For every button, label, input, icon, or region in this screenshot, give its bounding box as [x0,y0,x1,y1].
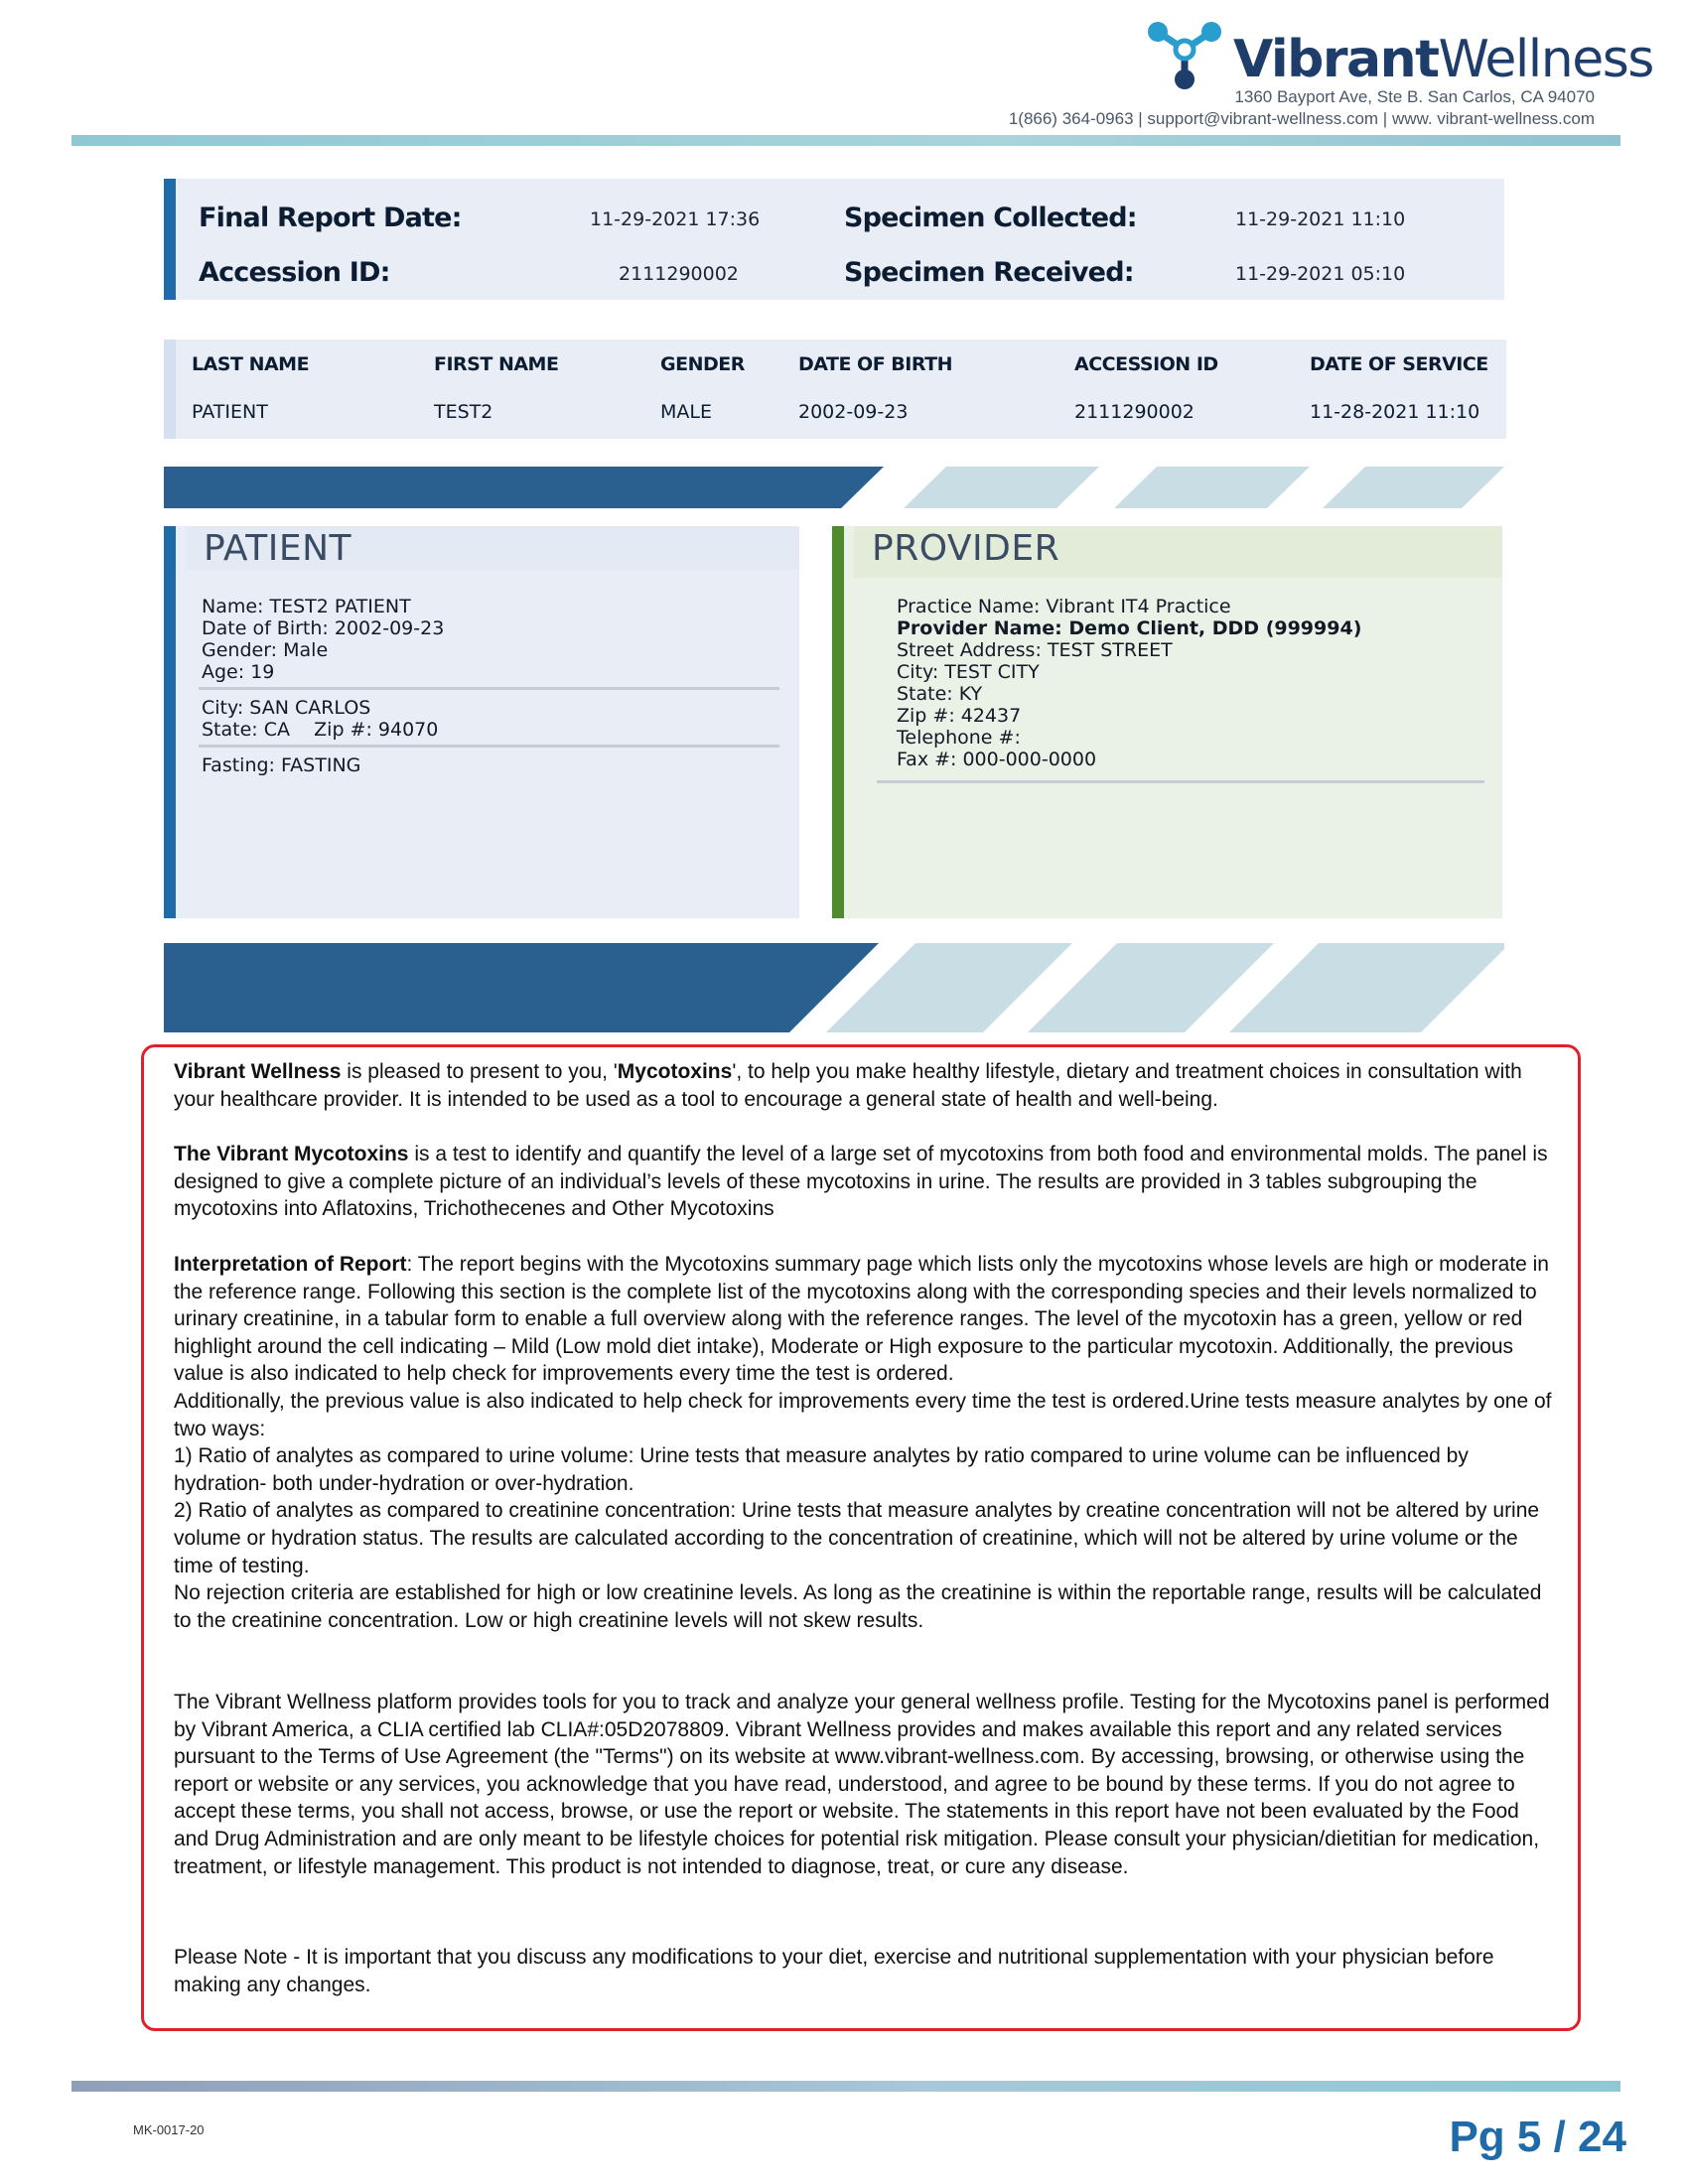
header-gender: GENDER [660,353,745,375]
urine-method-2: 2) Ratio of analytes as compared to creatinine concentration: Urine tests that measure analytes by creatine concentration will not be altered by urine volume or hydration status. The results are calculated according to the concentration of creatinine, which will not be altered by urine volume or the time of testing. [174,1499,1540,1577]
provider-telephone: Telephone #: [897,727,1021,749]
patient-dob: Date of Birth: 2002-09-23 [202,617,445,639]
value-date-of-birth: 2002-09-23 [798,401,909,423]
company-address: 1360 Bayport Ave, Ste B. San Carlos, CA 94070 [1234,87,1595,106]
provider-city: City: TEST CITY [897,661,1040,683]
interpretation-paragraph: Interpretation of Report: The report begins with the Mycotoxins summary page which lists only the mycotoxins whose levels are high or moderate in the reference range. Following this section is the complete list of the mycotoxins along with the corresponding species and their levels normalized to urinary creatinine, in a tabular form to enable a full overview along with the reference ranges. The level of the mycotoxin has a green, yellow or red highlight around the cell indicating – Mild (Low mold diet intake), Moderate or High exposure to the particular mycotoxin. Additionally, the previous value is also indicated to help check for improvements every time the test is ordered. [174,1253,1549,1386]
provider-panel-accent [832,526,844,918]
provider-street: Street Address: TEST STREET [897,639,1173,661]
header-date-of-service: DATE OF SERVICE [1310,353,1488,375]
section-banner-middle [164,943,1504,1032]
header-divider [71,135,1620,146]
terms-paragraph: The Vibrant Wellness platform provides tools for you to track and analyze your general wellness profile. Testing for the Mycotoxins panel is performed by Vibrant America, a CLIA certified lab CLIA#:05D2078809. Vibrant Wellness provides and makes available this report and any related services pursuant to the Terms of Use Agreement (the "Terms") on its website at www.vibrant-wellness.com. By accessing, browsing, or otherwise using the report or website or any services, you acknowledge that you have read, understood, and agree to be bound by these terms. If you do not agree to accept these terms, you shall not access, browse, or use the report or website. The statements in this report have not been evaluated by the Food and Drug Administration and are only meant to be lifestyle choices for potential risk mitigation. Please consult your physician/dietitian for medication, treatment, or lifestyle management. This product is not intended to diagnose, treat, or cure any disease. [174,1691,1550,1878]
specimen-received-value: 11-29-2021 05:10 [1235,263,1406,285]
patient-fasting: Fasting: FASTING [202,754,361,776]
patient-panel-title: PATIENT [204,528,352,569]
specimen-collected-value: 11-29-2021 11:10 [1235,208,1406,230]
patient-name: Name: TEST2 PATIENT [202,596,411,617]
value-accession-id: 2111290002 [1074,401,1195,423]
provider-practice: Practice Name: Vibrant IT4 Practice [897,596,1231,617]
provider-divider [877,780,1484,783]
footer-divider [71,2081,1620,2092]
page-number: Pg 5 / 24 [1449,2113,1626,2161]
patient-panel-accent [164,526,176,918]
value-last-name: PATIENT [192,401,268,423]
company-contact: 1(866) 364-0963 | support@vibrant-wellness.com | www. vibrant-wellness.com [1008,109,1595,128]
intro-paragraph: Vibrant Wellness is pleased to present to you, 'Mycotoxins', to help you make healthy lifestyle, dietary and treatment choices in consultation with your healthcare provider. It is intended to be used as a tool to encourage a general state of health and well-being. [174,1060,1522,1111]
patient-divider-2 [199,745,779,748]
provider-panel [832,526,1502,918]
patient-age: Age: 19 [202,661,275,683]
patient-gender: Gender: Male [202,639,329,661]
provider-name: Provider Name: Demo Client, DDD (999994) [897,617,1362,639]
specimen-received-label: Specimen Received: [844,257,1134,288]
report-info-box [164,179,1504,300]
final-report-date-label: Final Report Date: [199,203,462,233]
header-first-name: FIRST NAME [434,353,559,375]
section-banner-top [164,467,1504,508]
brand-logo [1142,20,1653,89]
header-date-of-birth: DATE OF BIRTH [798,353,952,375]
urine-tests-intro: Additionally, the previous value is also indicated to help check for improvements every time the test is ordered.Urine tests measure analytes by one of two ways: [174,1389,1552,1440]
demographics-accent [164,340,176,439]
please-note-paragraph: Please Note - It is important that you discuss any modifications to your diet, exercise and nutritional supplementation with your physician before making any changes. [174,1946,1494,1996]
report-info-accent [164,179,176,300]
header-last-name: LAST NAME [192,353,310,375]
form-code: MK-0017-20 [133,2122,205,2137]
header-accession-id: ACCESSION ID [1074,353,1218,375]
interpretation-section [174,1251,1559,1634]
final-report-date-value: 11-29-2021 17:36 [590,208,761,230]
specimen-collected-label: Specimen Collected: [844,203,1137,233]
creatinine-note: No rejection criteria are established for high or low creatinine levels. As long as the creatinine is within the reportable range, results will be calculated to the creatinine concentration. Low or high creatinine levels will not skew results. [174,1581,1542,1632]
patient-city: City: SAN CARLOS [202,697,371,719]
molecule-logo-icon [1142,20,1227,89]
patient-divider-1 [199,687,779,690]
provider-zip: Zip #: 42437 [897,705,1022,727]
report-information-box [141,1044,1581,2031]
value-first-name: TEST2 [434,401,493,423]
brand-name: VibrantWellness [1233,30,1653,89]
patient-panel [164,526,799,918]
provider-fax: Fax #: 000-000-0000 [897,749,1097,770]
value-gender: MALE [660,401,712,423]
value-date-of-service: 11-28-2021 11:10 [1310,401,1480,423]
demographics-table [164,340,1506,439]
patient-state-zip: State: CA Zip #: 94070 [202,719,439,741]
provider-panel-title: PROVIDER [872,528,1060,569]
accession-id-label: Accession ID: [199,257,390,288]
urine-method-1: 1) Ratio of analytes as compared to urine volume: Urine tests that measure analytes by ratio compared to urine volume can be influenced by hydration- both under-hydration or over-hydration. [174,1444,1469,1495]
mycotoxins-description-paragraph: The Vibrant Mycotoxins is a test to identify and quantify the level of a large set of mycotoxins from both food and environmental molds. The panel is designed to give a complete picture of an individual’s levels of these mycotoxins in urine. The results are provided in 3 tables subgrouping the mycotoxins into Aflatoxins, Trichothecenes and Other Mycotoxins [174,1143,1548,1221]
accession-id-value: 2111290002 [619,263,739,285]
provider-state: State: KY [897,683,983,705]
